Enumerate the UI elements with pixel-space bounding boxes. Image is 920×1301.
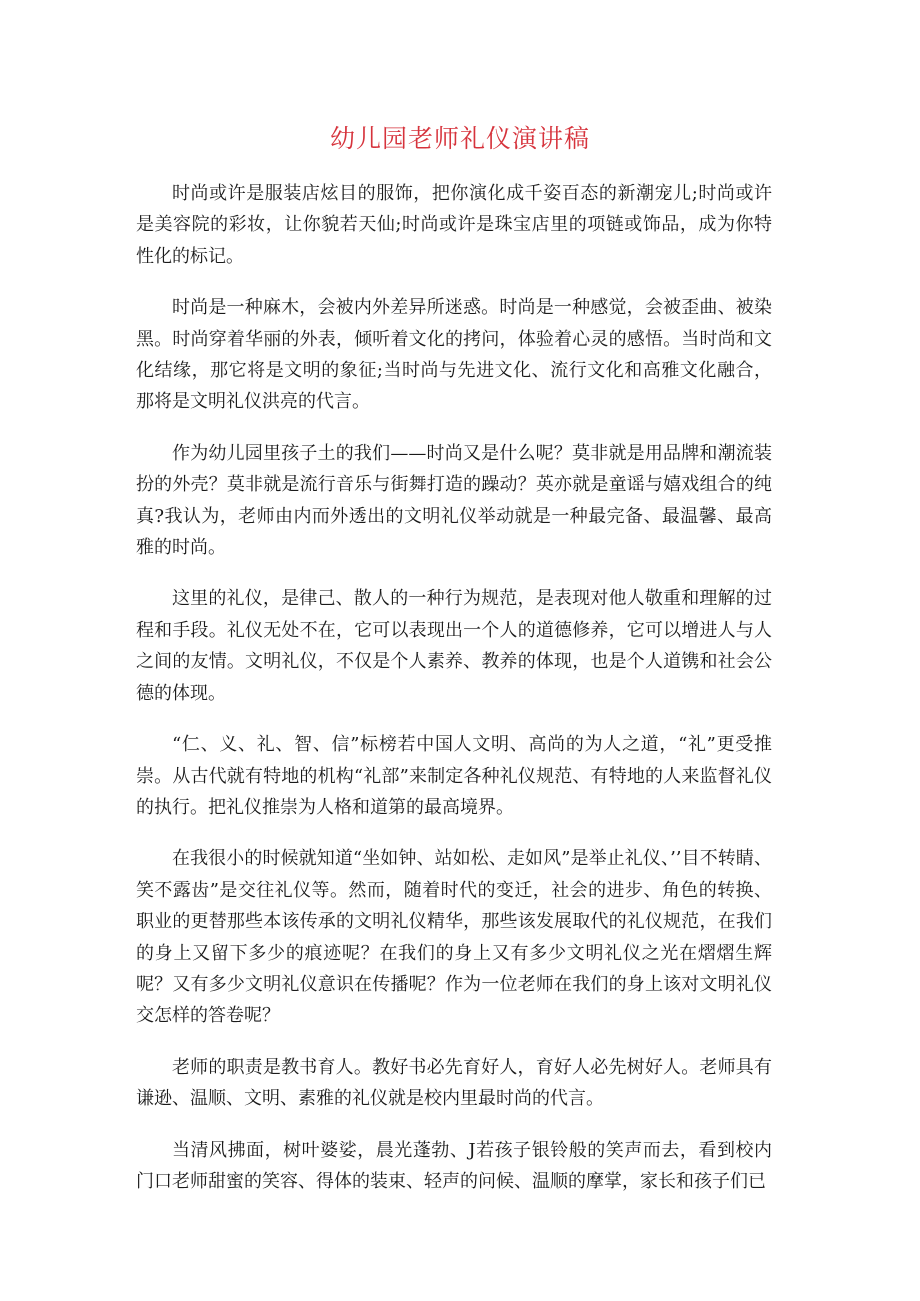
paragraph: 在我很小的时候就知道“坐如钟、站如松、走如风”是举止礼仪、’’目不转睛、笑不露齿”是交往礼仪等。然而，随着时代的变迁，社会的进步、角色的转换、职业的更替那些本该传承的文明礼仪精华，那些该发展取代的礼仪规范，在我们的身上又留下多少的痕迹呢？在我们的身上又有多少文明礼仪之光在熠熠生辉呢？又有多少文明礼仪意识在传播呢？作为一位老师在我们的身上该对文明礼仪交怎样的答卷呢？ <box>136 848 772 1027</box>
paragraph: “仁、义、礼、智、信”标榜若中国人文明、高尚的为人之道，“礼”更受推崇。从古代就有特地的机构“礼部”来制定各种礼仪规范、有特地的人来监督礼仪的执行。把礼仪推崇为人格和道第的最高境界。 <box>136 734 772 818</box>
document-title: 幼儿园老师礼仪演讲稿 <box>329 124 590 153</box>
paragraph: 这里的礼仪，是律己、散人的一种行为规范，是表现对他人敬重和理解的过程和手段。礼仪无处不在，它可以表现出一个人的道德修养，它可以增进人与人之间的友情。文明礼仪，不仅是个人素养、教养的体现，也是个人道镌和社会公德的体现。 <box>136 588 772 704</box>
document-body <box>136 178 772 1217</box>
paragraph: 作为幼儿园里孩子土的我们——时尚又是什么呢？莫非就是用品牌和潮流装扮的外壳？莫非就是流行音乐与街舞打造的躁动？英亦就是童谣与嬉戏组合的纯真?我认为，老师由内而外透出的文明礼仪举动就是一种最完备、最温馨、最高雅的时尚。 <box>136 442 772 559</box>
paragraph: 老师的职责是教书育人。教好书必先育好人，育好人必先树好人。老师具有谦逊、温顺、文明、素雅的礼仪就是校内里最时尚的代言。 <box>136 1056 772 1110</box>
paragraph: 当清风拂面，树叶婆娑，晨光蓬勃、J若孩子银铃般的笑声而去，看到校内门口老师甜蜜的笑容、得体的装束、轻声的问候、温顺的摩掌，家长和孩子们已 <box>136 1139 772 1192</box>
paragraph: 时尚或许是服装店炫目的服饰，把你演化成千姿百态的新潮宠儿;时尚或许是美容院的彩妆，让你貌若天仙;时尚或许是珠宝店里的项链或饰品，成为你特性化的标记。 <box>136 183 772 267</box>
paragraph: 时尚是一种麻木，会被内外差异所迷惑。时尚是一种感觉，会被歪曲、被染黑。时尚穿着华丽的外表，倾听着文化的拷问，体验着心灵的感悟。当时尚和文化结缘，那它将是文明的象征;当时尚与先进文化、流行文化和高雅文化融合，那将是文明礼仪洪亮的代言。 <box>136 297 772 413</box>
